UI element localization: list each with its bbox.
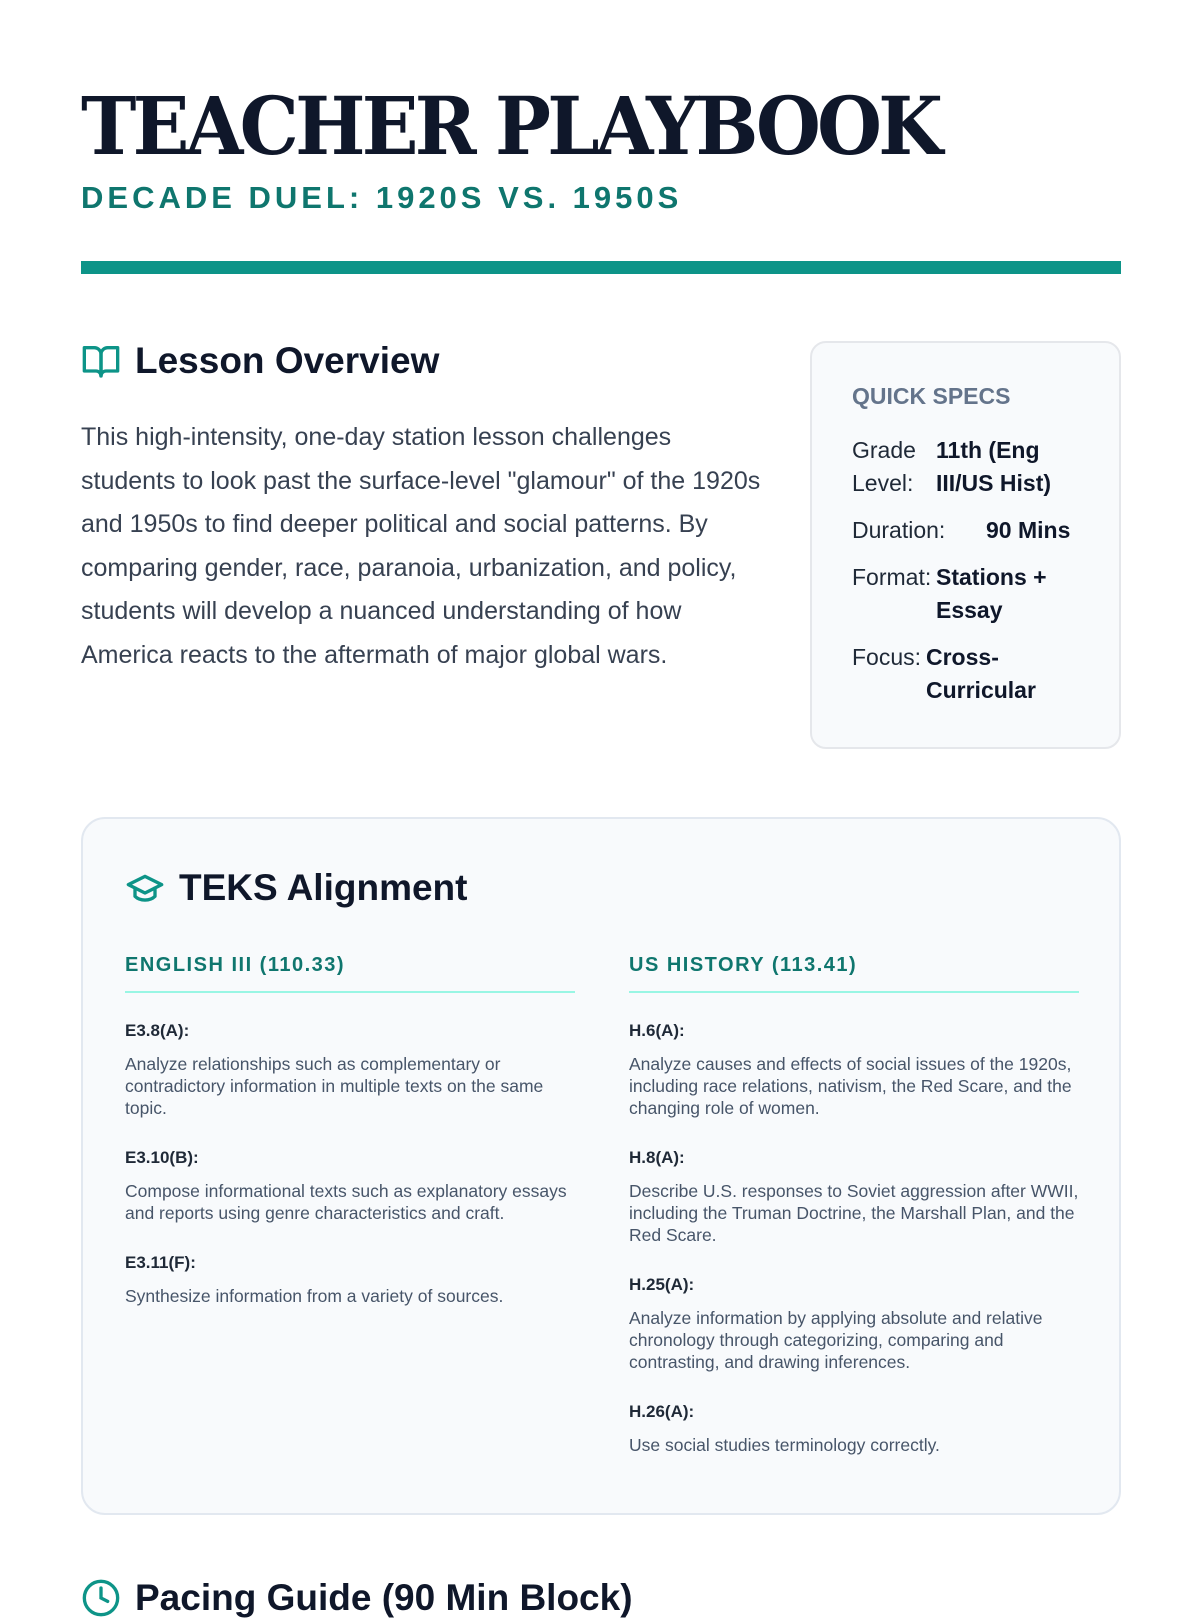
standard-code: H.25(A): <box>629 1275 695 1294</box>
lesson-overview-heading: Lesson Overview <box>135 340 440 381</box>
standard-code: E3.11(F): <box>125 1253 196 1272</box>
spec-row-grade <box>852 434 1119 500</box>
standard-code: E3.10(B): <box>125 1148 199 1167</box>
standard-description: Analyze relationships such as complementary or contradictory information in multiple texts on the same topic. <box>125 1054 544 1118</box>
spec-label: Format: <box>852 564 932 590</box>
spec-label: Focus: <box>852 644 922 670</box>
standard-description: Compose informational texts such as explanatory essays and reports using genre characteristics and craft. <box>125 1181 567 1223</box>
english-column-title: ENGLISH III (110.33) <box>125 954 575 993</box>
lesson-overview-section <box>81 340 761 677</box>
standard-description: Synthesize information from a variety of sources. <box>125 1286 504 1306</box>
standard-item <box>125 1021 575 1119</box>
standard-item <box>125 1253 575 1307</box>
standard-code: H.8(A): <box>629 1148 685 1167</box>
clock-icon <box>81 1578 121 1618</box>
open-book-icon <box>81 341 121 381</box>
history-standards-column <box>629 954 1079 1485</box>
spec-value: 90 Mins <box>986 517 1071 543</box>
history-column-title: US HISTORY (113.41) <box>629 954 1079 993</box>
standard-item <box>125 1148 575 1224</box>
quick-specs-title: QUICK SPECS <box>852 383 1011 409</box>
spec-value: Cross-Curricular <box>926 644 1036 703</box>
standard-description: Describe U.S. responses to Soviet aggression after WWII, including the Truman Doctrine, the Marshall Plan, and the Red Scare. <box>629 1181 1079 1245</box>
standard-description: Analyze information by applying absolute and relative chronology through categorizing, comparing and contrasting, and drawing inferences. <box>629 1308 1043 1372</box>
spec-row-format <box>852 561 1119 627</box>
spec-label: Grade Level: <box>852 437 916 496</box>
spec-label: Duration: <box>852 517 946 543</box>
page-title: TEACHER PLAYBOOK <box>81 79 940 173</box>
standard-code: H.6(A): <box>629 1021 685 1040</box>
standard-item <box>629 1275 1079 1373</box>
teks-alignment-section <box>81 817 1121 1515</box>
pacing-guide-heading: Pacing Guide (90 Min Block) <box>135 1577 633 1618</box>
quick-specs-card <box>810 341 1121 749</box>
standard-description: Analyze causes and effects of social issues of the 1920s, including race relations, nativism, the Red Scare, and the changing role of women. <box>629 1054 1072 1118</box>
pacing-guide-header <box>81 1577 633 1619</box>
standard-code: H.26(A): <box>629 1402 695 1421</box>
standard-item <box>629 1148 1079 1246</box>
standard-item <box>629 1402 1079 1456</box>
standard-item <box>629 1021 1079 1119</box>
spec-row-duration <box>852 514 1119 547</box>
header-divider <box>81 261 1121 274</box>
graduation-cap-icon <box>125 868 165 908</box>
standard-description: Use social studies terminology correctly. <box>629 1435 940 1455</box>
spec-value: Stations + Essay <box>936 564 1047 623</box>
english-standards-column <box>125 954 575 1336</box>
spec-value: 11th (Eng III/US Hist) <box>936 437 1052 496</box>
spec-row-focus <box>852 641 1119 707</box>
teks-heading: TEKS Alignment <box>179 867 468 908</box>
standard-code: E3.8(A): <box>125 1021 190 1040</box>
page-subtitle: DECADE DUEL: 1920S VS. 1950S <box>81 180 683 215</box>
lesson-overview-text: This high-intensity, one-day station lesson challenges students to look past the surface-level "glamour" of the 1920s and 1950s to find deeper political and social patterns. By comparing gender, race, paranoia, urbanization, and policy, students will develop a nuanced understanding of how America reacts to the aftermath of major global wars. <box>81 423 761 669</box>
